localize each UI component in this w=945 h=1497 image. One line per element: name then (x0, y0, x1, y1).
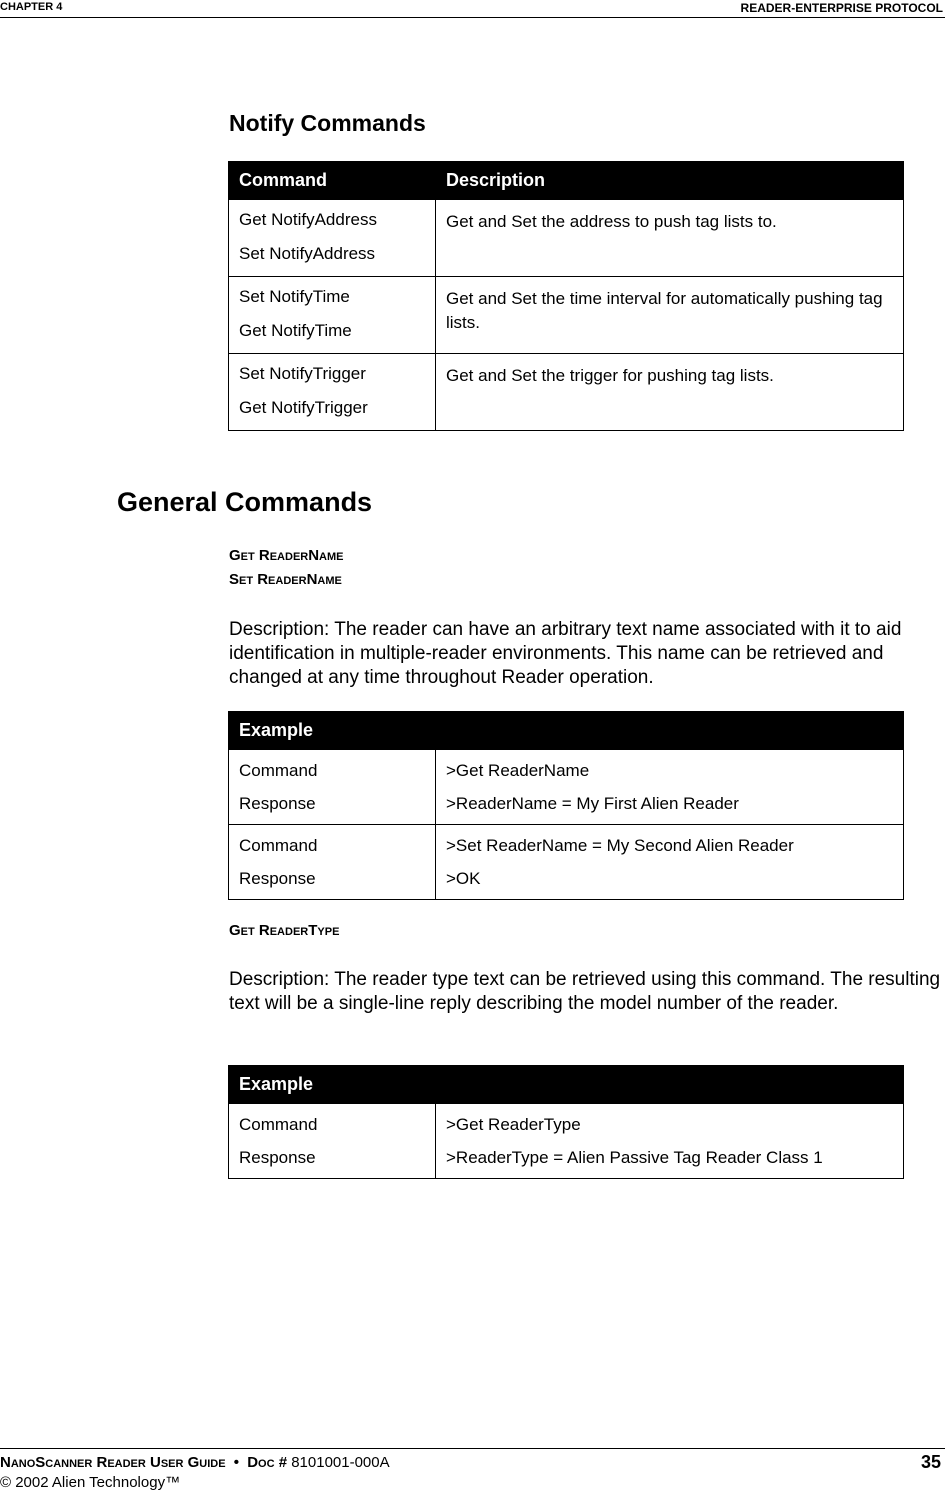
label-cell: Response (239, 794, 316, 813)
get-readername-heading: Get ReaderName (229, 547, 344, 564)
readertype-description: Description: The reader type text can be retrieved using this command. The resulting text will be a single-line reply describing the model number of the reader. (229, 969, 941, 1014)
readername-description: Description: The reader can have an arbitrary text name associated with it to aid identification in multiple-reader environments. This name can be retrieved and changed at any time throughout Reader operation. (229, 619, 902, 688)
table-header-row (229, 712, 904, 750)
example-header: Example (229, 1066, 436, 1104)
command-cell: Set NotifyTime (239, 287, 350, 306)
command-cell: Get NotifyTrigger (239, 398, 368, 417)
col-command-header: Command (229, 162, 436, 200)
get-readertype-heading: Get ReaderType (229, 922, 340, 939)
table-row (229, 200, 904, 277)
table-header-row (229, 1066, 904, 1104)
bullet: • (233, 1454, 240, 1471)
page-number: 35 (920, 1452, 941, 1472)
value-cell: >OK (446, 869, 481, 888)
table-row (229, 277, 904, 354)
table-row (229, 1104, 904, 1179)
example-header-blank (436, 712, 904, 750)
footer-doc-info (0, 1454, 390, 1471)
label-cell: Command (239, 761, 318, 780)
label-cell: Command (239, 1115, 318, 1134)
value-cell: >ReaderName = My First Alien Reader (446, 794, 739, 813)
guide-title: NanoScanner Reader User Guide (0, 1454, 226, 1471)
value-cell: >Get ReaderType (446, 1115, 581, 1134)
readertype-example-table (228, 1065, 904, 1179)
description-cell: Get and Set the time interval for automatically pushing tag lists. (446, 289, 883, 332)
copyright: © 2002 Alien Technology™ (0, 1474, 181, 1491)
value-cell: >Set ReaderName = My Second Alien Reader (446, 836, 794, 855)
table-row (229, 354, 904, 431)
section-label: READER-ENTERPRISE PROTOCOL (740, 1, 943, 15)
table-row (229, 750, 904, 825)
description-cell: Get and Set the address to push tag lists to. (446, 212, 777, 231)
footer-rule (0, 1448, 945, 1449)
page-header (0, 0, 945, 18)
notify-commands-table (228, 161, 904, 431)
command-cell: Get NotifyAddress (239, 210, 377, 229)
notify-commands-title: Notify Commands (229, 110, 426, 136)
value-cell: >ReaderType = Alien Passive Tag Reader Class 1 (446, 1148, 823, 1167)
header-rule (0, 17, 945, 18)
table-header-row (229, 162, 904, 200)
example-header-blank (436, 1066, 904, 1104)
command-cell: Get NotifyTime (239, 321, 352, 340)
general-commands-title: General Commands (117, 487, 373, 517)
command-cell: Set NotifyAddress (239, 244, 376, 263)
example-header: Example (229, 712, 436, 750)
label-cell: Command (239, 836, 318, 855)
label-cell: Response (239, 1148, 316, 1167)
value-cell: >Get ReaderName (446, 761, 590, 780)
label-cell: Response (239, 869, 316, 888)
description-cell: Get and Set the trigger for pushing tag lists. (446, 366, 774, 385)
set-readername-heading: Set ReaderName (229, 571, 342, 588)
chapter-label: CHAPTER 4 (0, 1, 63, 13)
readername-example-table (228, 711, 904, 900)
doc-label: Doc # (247, 1454, 288, 1471)
command-cell: Set NotifyTrigger (239, 364, 366, 383)
doc-number: 8101001-000A (291, 1454, 390, 1471)
table-row (229, 825, 904, 900)
col-description-header: Description (436, 162, 904, 200)
